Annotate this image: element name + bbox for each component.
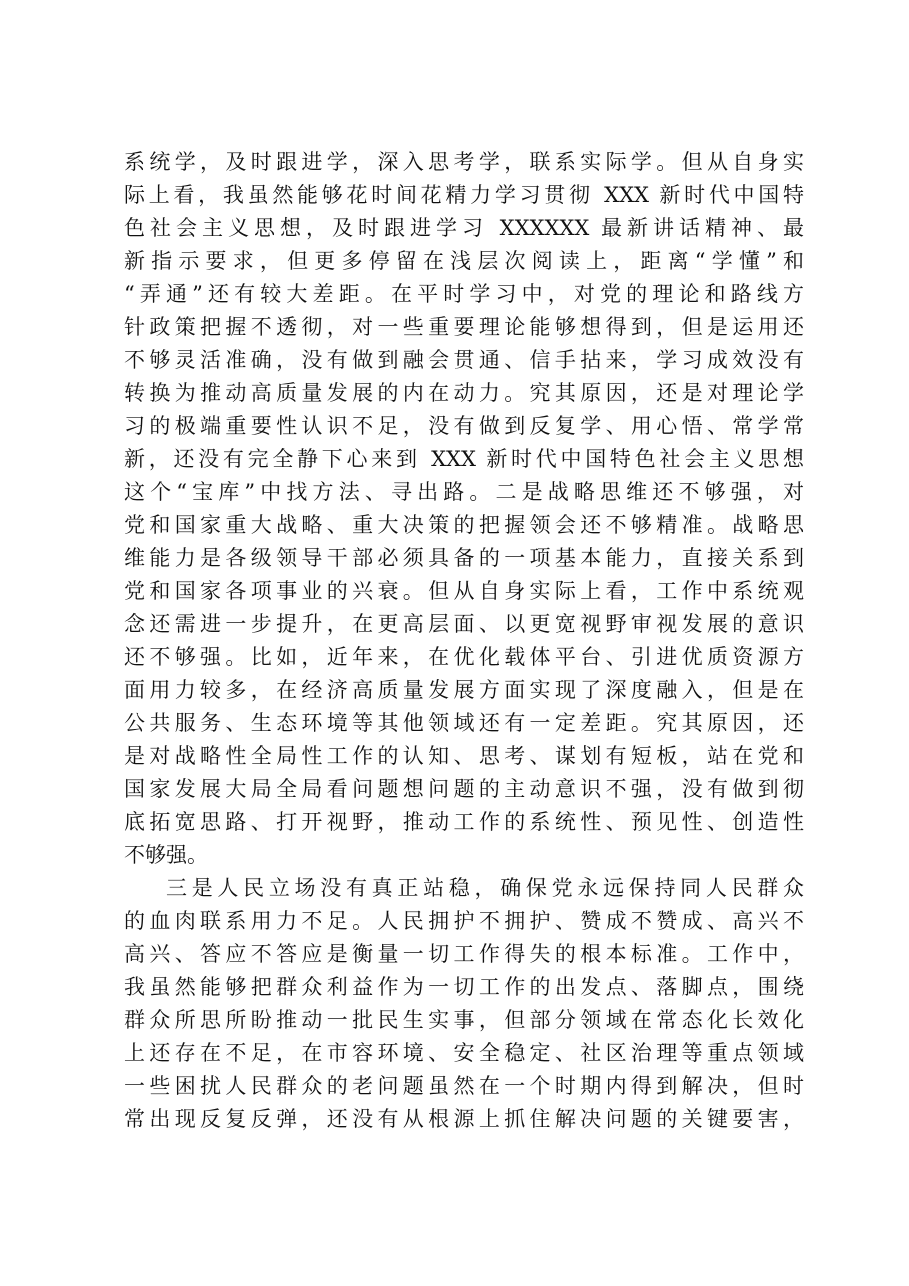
text-line: 系统学，及时跟进学，深入思考学，联系实际学。但从自身实 [124,150,804,174]
paragraph-first-line: 三是人民立场没有真正站稳，确保党永远保持同人民群众 [166,876,804,900]
text-line: 我虽然能够把群众利益作为一切工作的出发点、落脚点，围绕 [124,975,804,999]
text-line: 念还需进一步提升，在更高层面、以更宽视野审视发展的意识 [124,612,804,636]
text-line: 群众所思所盼推动一批民生实事，但部分领域在常态化长效化 [124,1008,804,1032]
text-line: 维能力是各级领导干部必须具备的一项基本能力，直接关系到 [124,546,804,570]
body-text [124,146,804,1136]
text-line: 党和国家重大战略、重大决策的把握领会还不够精准。战略思 [124,513,804,537]
text-line: 国家发展大局全局看问题想问题的主动意识不强，没有做到彻 [124,777,804,801]
text-line: 还不够强。比如，近年来，在优化载体平台、引进优质资源方 [124,645,804,669]
text-line: “弄通”还有较大差距。在平时学习中，对党的理论和路线方 [124,282,804,306]
text-line: 是对战略性全局性工作的认知、思考、谋划有短板，站在党和 [124,744,804,768]
text-line: 新指示要求，但更多停留在浅层次阅读上，距离“学懂”和 [124,249,804,273]
text-line: 习的极端重要性认识不足，没有做到反复学、用心悟、常学常 [124,414,804,438]
text-line: 一些困扰人民群众的老问题虽然在一个时期内得到解决，但时 [124,1074,804,1098]
text-line: 常出现反复反弹，还没有从根源上抓住解决问题的关键要害， [124,1107,804,1131]
text-line: 上还存在不足，在市容环境、安全稳定、社区治理等重点领域 [124,1041,804,1065]
text-line: 针政策把握不透彻，对一些重要理论能够想得到，但是运用还 [124,315,804,339]
text-line: 这个“宝库”中找方法、寻出路。二是战略思维还不够强，对 [124,480,804,504]
text-line: 的血肉联系用力不足。人民拥护不拥护、赞成不赞成、高兴不 [124,909,804,933]
text-line: 新，还没有完全静下心来到 XXX 新时代中国特色社会主义思想 [124,447,804,471]
paragraph-end-line: 不够强。 [124,843,208,867]
text-line: 公共服务、生态环境等其他领域还有一定差距。究其原因，还 [124,711,804,735]
text-line: 党和国家各项事业的兴衰。但从自身实际上看，工作中系统观 [124,579,804,603]
text-line: 底拓宽思路、打开视野，推动工作的系统性、预见性、创造性 [124,810,804,834]
text-line: 际上看，我虽然能够花时间花精力学习贯彻 XXX 新时代中国特 [124,183,804,207]
text-line: 面用力较多，在经济高质量发展方面实现了深度融入，但是在 [124,678,804,702]
text-line: 高兴、答应不答应是衡量一切工作得失的根本标准。工作中， [124,942,804,966]
text-line: 转换为推动高质量发展的内在动力。究其原因，还是对理论学 [124,381,804,405]
text-line: 色社会主义思想，及时跟进学习 XXXXXX 最新讲话精神、最 [124,216,804,240]
text-line: 不够灵活准确，没有做到融会贯通、信手拈来，学习成效没有 [124,348,804,372]
